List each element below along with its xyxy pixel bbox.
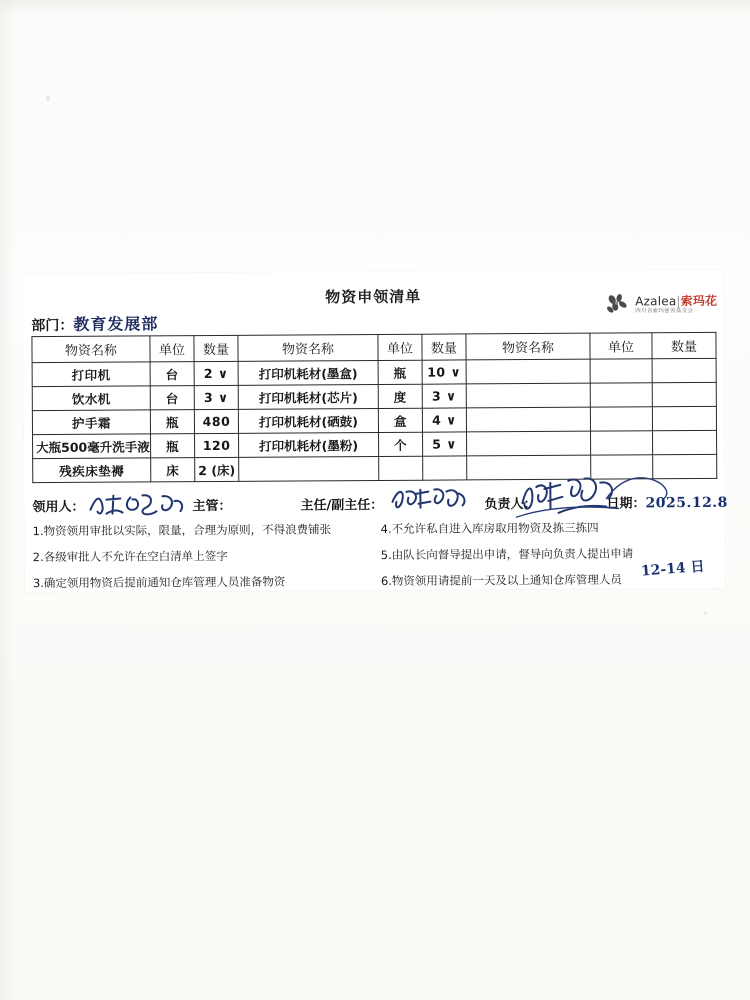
note-left-2: 2.各级审批人不允许在空白清单上签字 xyxy=(32,548,228,565)
note-left-1: 1.物资领用审批以实际，限量，合理为原则，不得浪费铺张 xyxy=(32,522,332,539)
scan-speck xyxy=(46,96,50,101)
requisition-form xyxy=(23,270,728,592)
cell-item-unit: 度 xyxy=(378,384,422,408)
logo-wordmark: Azalea|索玛花 四川省索玛慈善基金会 xyxy=(635,294,718,315)
cell-item-unit xyxy=(590,383,652,407)
table-row xyxy=(33,454,717,482)
cell-item-unit: 瓶 xyxy=(150,410,194,434)
column-header-unit-2: 单位 xyxy=(378,334,422,360)
cell-item-unit xyxy=(590,407,652,431)
cell-item-qty xyxy=(652,358,716,382)
cell-item-qty: 3 ∨ xyxy=(422,384,466,408)
requisition-table xyxy=(31,332,717,483)
cell-item-name xyxy=(467,431,591,456)
date-label: 日期： xyxy=(606,496,646,512)
cell-item-unit: 瓶 xyxy=(151,434,195,458)
cell-item-name: 残疾床垫褥 xyxy=(33,458,151,483)
column-header-qty-2: 数量 xyxy=(422,334,466,360)
cell-item-qty: 10 ∨ xyxy=(422,360,466,384)
receiver-field xyxy=(32,496,84,515)
cell-item-qty xyxy=(652,382,716,406)
organization-logo xyxy=(604,292,717,319)
cell-item-name xyxy=(466,359,590,384)
scan-edge-left xyxy=(0,0,16,1000)
cell-item-name xyxy=(467,455,591,480)
cell-item-qty: 480 xyxy=(194,409,238,433)
cell-item-qty: 5 ∨ xyxy=(423,432,467,456)
cell-item-qty: 3 ∨ xyxy=(194,385,238,409)
logo-subtitle: 四川省索玛慈善基金会 xyxy=(635,307,694,315)
column-header-name-3: 物资名称 xyxy=(466,333,590,360)
column-header-name-2: 物资名称 xyxy=(238,334,378,361)
date-value: 2025.12.8 xyxy=(645,494,728,512)
cell-item-name: 打印机耗材(芯片) xyxy=(238,384,378,409)
supervisor-label: 主管： xyxy=(192,498,232,515)
cell-item-unit: 台 xyxy=(150,362,194,386)
scan-speck xyxy=(704,612,707,615)
cell-item-qty: 4 ∨ xyxy=(422,408,466,432)
logo-brand-cn: 索玛花 xyxy=(680,294,718,309)
cell-item-name: 打印机 xyxy=(32,362,150,387)
cell-item-unit: 瓶 xyxy=(378,360,422,384)
margin-note: 12-14 日 xyxy=(640,558,706,580)
cell-item-unit xyxy=(590,359,652,383)
cell-item-unit: 床 xyxy=(151,458,195,482)
receiver-label: 领用人： xyxy=(32,499,85,516)
flower-logo-icon xyxy=(604,292,630,318)
department-value: 教育发展部 xyxy=(73,314,159,334)
cell-item-name xyxy=(466,407,590,432)
owner-label: 负责人： xyxy=(484,497,537,513)
cell-item-unit xyxy=(379,456,423,480)
cell-item-qty xyxy=(423,456,467,480)
column-header-unit-3: 单位 xyxy=(590,333,652,359)
note-right-1: 4.不允许私自进入库房取用物资及拣三拣四 xyxy=(380,520,599,536)
director-field xyxy=(300,494,383,514)
note-right-3: 6.物资领用请提前一天及以上通知仓库管理人员 xyxy=(380,572,622,588)
scan-edge-top xyxy=(0,0,750,14)
page-title: 物资申领清单 xyxy=(325,287,422,307)
cell-item-unit: 个 xyxy=(379,432,423,456)
note-left-3: 3.确定领用物资后提前通知仓库管理人员准备物资 xyxy=(32,574,286,591)
column-header-name-1: 物资名称 xyxy=(32,336,150,363)
cell-item-unit: 盒 xyxy=(378,408,422,432)
column-header-qty-3: 数量 xyxy=(652,332,716,358)
date-field xyxy=(606,492,728,512)
owner-field xyxy=(484,493,536,512)
cell-item-name: 饮水机 xyxy=(32,386,150,411)
cell-item-name: 打印机耗材(硒鼓) xyxy=(238,408,378,433)
cell-item-qty xyxy=(653,430,717,454)
supervisor-field xyxy=(192,495,231,514)
cell-item-qty: 2 (床) xyxy=(195,457,239,481)
director-label: 主任/副主任： xyxy=(300,497,384,514)
signature-row xyxy=(32,492,728,522)
note-right-2: 5.由队长向督导提出申请，督导向负责人提出申请 xyxy=(380,546,634,562)
cell-item-qty: 120 xyxy=(195,433,239,457)
cell-item-name: 打印机耗材(墨盒) xyxy=(238,360,378,385)
cell-item-name: 大瓶500毫升洗手液 xyxy=(33,434,151,459)
cell-item-name: 打印机耗材(墨粉) xyxy=(239,432,379,457)
cell-item-unit: 台 xyxy=(150,386,194,410)
column-header-qty-1: 数量 xyxy=(194,335,238,361)
cell-item-name xyxy=(239,456,379,481)
cell-item-unit xyxy=(591,455,653,479)
cell-item-name xyxy=(466,383,590,408)
cell-item-unit xyxy=(591,431,653,455)
cell-item-qty: 2 ∨ xyxy=(194,361,238,385)
cell-item-qty xyxy=(652,406,716,430)
cell-item-qty xyxy=(653,454,717,478)
department-field xyxy=(31,311,158,335)
department-label: 部门： xyxy=(31,317,74,335)
cell-item-name: 护手霜 xyxy=(32,410,150,435)
column-header-unit-1: 单位 xyxy=(150,336,194,362)
logo-brand-en: Azalea xyxy=(635,294,677,309)
